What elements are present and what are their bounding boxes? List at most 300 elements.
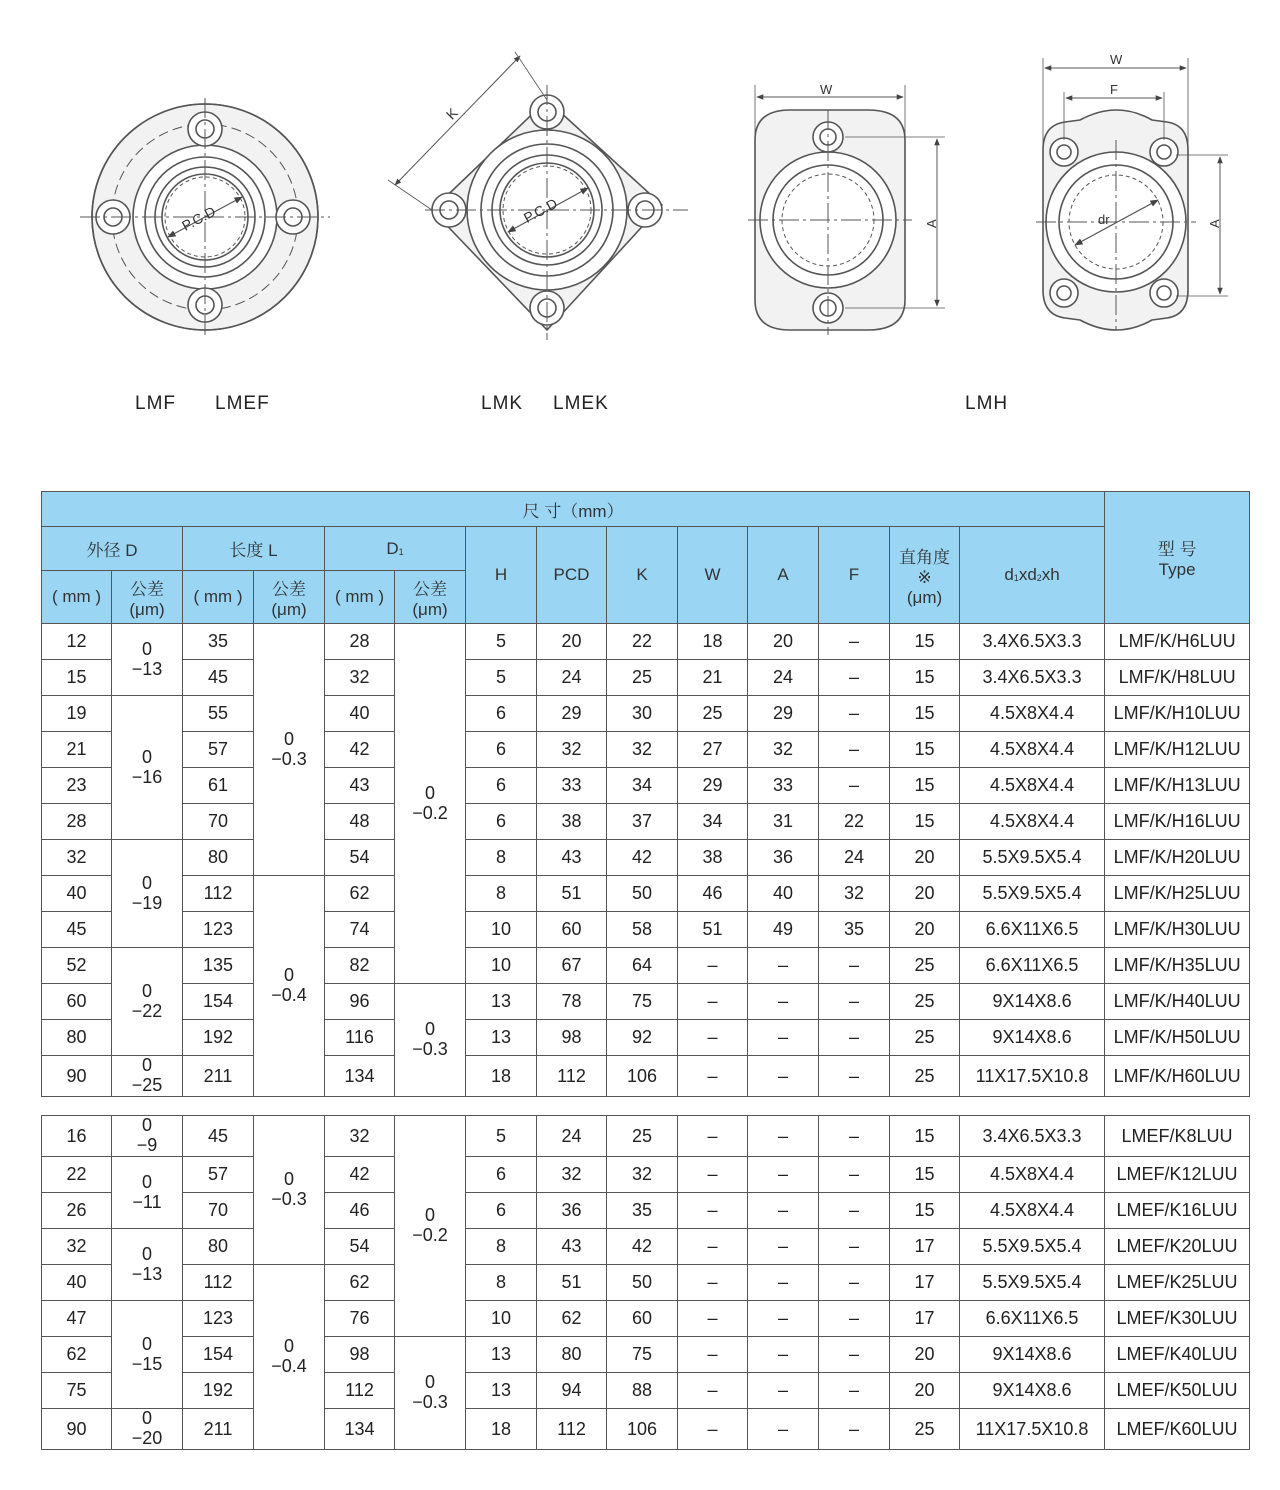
outer-d-cell: 60 <box>42 984 112 1020</box>
holes-sub1: 1 <box>1013 573 1019 583</box>
tolerance-value <box>271 1337 307 1375</box>
holes-cell: 4.5X8X4.4 <box>960 1193 1105 1229</box>
tolerance-d-cell <box>112 1116 183 1157</box>
lmk-k-label: K <box>442 104 461 123</box>
a-cell: – <box>748 1373 819 1409</box>
header-perp-mark: ※ <box>917 567 932 587</box>
tolerance-lower: −16 <box>131 766 163 787</box>
f-cell: – <box>819 1020 890 1056</box>
tolerance-lower: −9 <box>136 1135 158 1155</box>
tolerance-d-cell <box>112 1157 183 1229</box>
holes-cell: 6.6X11X6.5 <box>960 948 1105 984</box>
lmh-w-label: W <box>820 82 833 97</box>
a-cell: – <box>748 1193 819 1229</box>
type-cell: LMF/K/H8LUU <box>1105 660 1250 696</box>
header-perpendicularity <box>890 527 960 624</box>
h-cell: 5 <box>466 1116 537 1157</box>
tol-label: 公差 <box>272 579 306 599</box>
tolerance-d-cell <box>112 624 183 696</box>
tolerance-lower: −0.4 <box>271 1356 307 1376</box>
header-outer-d: 外径 D <box>42 527 183 571</box>
header-k: K <box>607 527 678 624</box>
k-cell: 25 <box>607 660 678 696</box>
tolerance-lower: −25 <box>131 1075 163 1095</box>
tolerance-value <box>137 1116 158 1154</box>
tolerance-value <box>132 874 163 912</box>
tolerance-value <box>132 640 163 678</box>
lmeh-drawing <box>1036 52 1228 330</box>
d1-cell: 42 <box>325 732 395 768</box>
outer-d-cell: 62 <box>42 1337 112 1373</box>
table-row <box>42 1056 1250 1097</box>
table-row <box>42 912 1250 948</box>
perpendicularity-cell: 15 <box>890 732 960 768</box>
header-l-mm: ( mm ) <box>183 571 254 624</box>
perpendicularity-cell: 25 <box>890 1020 960 1056</box>
h-cell: 18 <box>466 1056 537 1097</box>
d1-cell: 112 <box>325 1373 395 1409</box>
table-row <box>42 1157 1250 1193</box>
k-cell: 50 <box>607 1265 678 1301</box>
w-cell: – <box>678 1229 748 1265</box>
tolerance-upper: 0 <box>141 872 152 893</box>
header-h: H <box>466 527 537 624</box>
table-row <box>42 840 1250 876</box>
tolerance-value <box>412 784 448 822</box>
holes-sub2: 2 <box>1036 573 1042 583</box>
w-cell: 29 <box>678 768 748 804</box>
header-d1 <box>325 527 466 571</box>
d1-cell: 32 <box>325 660 395 696</box>
k-cell: 42 <box>607 1229 678 1265</box>
length-l-cell: 211 <box>183 1409 254 1450</box>
type-cell: LMF/K/H35LUU <box>1105 948 1250 984</box>
w-cell: 27 <box>678 732 748 768</box>
tolerance-upper: 0 <box>141 980 152 1001</box>
holes-cell: 3.4X6.5X3.3 <box>960 660 1105 696</box>
h-cell: 13 <box>466 1020 537 1056</box>
header-f: F <box>819 527 890 624</box>
outer-d-cell: 21 <box>42 732 112 768</box>
pcd-cell: 60 <box>537 912 607 948</box>
lmh-a-label: A <box>924 219 939 228</box>
a-cell: 31 <box>748 804 819 840</box>
perpendicularity-cell: 15 <box>890 1157 960 1193</box>
length-l-cell: 154 <box>183 984 254 1020</box>
holes-xd: xd <box>1018 565 1037 584</box>
header-d1-d: D <box>386 538 399 558</box>
length-l-cell: 45 <box>183 660 254 696</box>
holes-cell: 4.5X8X4.4 <box>960 1157 1105 1193</box>
tolerance-lower: −0.3 <box>412 1039 448 1059</box>
h-cell: 8 <box>466 840 537 876</box>
d1-cell: 28 <box>325 624 395 660</box>
tolerance-l-cell <box>254 876 325 1097</box>
f-cell: – <box>819 768 890 804</box>
h-cell: 5 <box>466 624 537 660</box>
header-a: A <box>748 527 819 624</box>
tolerance-d-cell <box>112 840 183 948</box>
pcd-cell: 112 <box>537 1409 607 1450</box>
length-l-cell: 61 <box>183 768 254 804</box>
f-cell: – <box>819 732 890 768</box>
tolerance-l-cell <box>254 1265 325 1450</box>
table-row <box>42 876 1250 912</box>
tolerance-upper: 0 <box>141 1115 152 1135</box>
w-cell: – <box>678 1301 748 1337</box>
outer-d-cell: 80 <box>42 1020 112 1056</box>
type-cell: LMEF/K12LUU <box>1105 1157 1250 1193</box>
f-cell: 24 <box>819 840 890 876</box>
tol-unit: (μm) <box>412 599 448 619</box>
tolerance-upper: 0 <box>141 1408 152 1428</box>
length-l-cell: 192 <box>183 1373 254 1409</box>
length-l-cell: 112 <box>183 876 254 912</box>
length-l-cell: 123 <box>183 912 254 948</box>
k-cell: 25 <box>607 1116 678 1157</box>
header-type-en: Type <box>1158 560 1196 579</box>
d1-cell: 32 <box>325 1116 395 1157</box>
f-cell: – <box>819 1193 890 1229</box>
holes-cell: 9X14X8.6 <box>960 984 1105 1020</box>
holes-cell: 4.5X8X4.4 <box>960 768 1105 804</box>
pcd-cell: 98 <box>537 1020 607 1056</box>
tol-label: 公差 <box>130 579 164 599</box>
tolerance-upper: 0 <box>424 782 435 803</box>
outer-d-cell: 23 <box>42 768 112 804</box>
header-type-cn: 型 号 <box>1157 540 1197 559</box>
tolerance-upper: 0 <box>141 1333 152 1354</box>
table-row <box>42 948 1250 984</box>
perpendicularity-cell: 15 <box>890 1116 960 1157</box>
tolerance-upper: 0 <box>424 1205 435 1225</box>
h-cell: 6 <box>466 696 537 732</box>
w-cell: – <box>678 1373 748 1409</box>
d1-cell: 96 <box>325 984 395 1020</box>
tolerance-value <box>271 966 307 1004</box>
f-cell: 22 <box>819 804 890 840</box>
caption-lmf: LMF <box>135 393 176 414</box>
header-perp-cn: 直角度 <box>899 547 950 567</box>
h-cell: 8 <box>466 1229 537 1265</box>
h-cell: 8 <box>466 1265 537 1301</box>
pcd-cell: 32 <box>537 1157 607 1193</box>
length-l-cell: 57 <box>183 732 254 768</box>
w-cell: 51 <box>678 912 748 948</box>
tolerance-upper: 0 <box>141 1171 152 1192</box>
h-cell: 13 <box>466 1337 537 1373</box>
perpendicularity-cell: 25 <box>890 1056 960 1097</box>
a-cell: – <box>748 1337 819 1373</box>
length-l-cell: 123 <box>183 1301 254 1337</box>
pcd-cell: 24 <box>537 660 607 696</box>
tolerance-d1-cell <box>395 1337 466 1450</box>
table-row <box>42 1409 1250 1450</box>
a-cell: – <box>748 1301 819 1337</box>
h-cell: 5 <box>466 660 537 696</box>
d1-cell: 76 <box>325 1301 395 1337</box>
k-cell: 88 <box>607 1373 678 1409</box>
f-cell: – <box>819 1301 890 1337</box>
lmk-pcd-label: P.C.D <box>520 195 560 226</box>
w-cell: 34 <box>678 804 748 840</box>
tolerance-lower: −0.3 <box>271 1189 307 1209</box>
pcd-cell: 33 <box>537 768 607 804</box>
outer-d-cell: 32 <box>42 1229 112 1265</box>
pcd-cell: 24 <box>537 1116 607 1157</box>
type-cell: LMF/K/H40LUU <box>1105 984 1250 1020</box>
a-cell: – <box>748 948 819 984</box>
header-dimensions: 尺 寸（mm） <box>42 492 1105 527</box>
k-cell: 22 <box>607 624 678 660</box>
pcd-cell: 36 <box>537 1193 607 1229</box>
caption-lmh: LMH <box>965 393 1009 414</box>
tolerance-d-cell <box>112 1301 183 1409</box>
d1-cell: 116 <box>325 1020 395 1056</box>
perpendicularity-cell: 15 <box>890 1193 960 1229</box>
tolerance-value <box>412 1020 448 1058</box>
perpendicularity-cell: 15 <box>890 696 960 732</box>
header-type <box>1105 492 1250 624</box>
holes-xh: xh <box>1041 565 1060 584</box>
f-cell: – <box>819 1056 890 1097</box>
holes-cell: 9X14X8.6 <box>960 1337 1105 1373</box>
a-cell: – <box>748 1409 819 1450</box>
k-cell: 35 <box>607 1193 678 1229</box>
tolerance-upper: 0 <box>141 1243 152 1264</box>
f-cell: – <box>819 1157 890 1193</box>
tolerance-lower: −0.3 <box>412 1392 448 1412</box>
a-cell: – <box>748 1020 819 1056</box>
type-cell: LMF/K/H50LUU <box>1105 1020 1250 1056</box>
k-cell: 75 <box>607 1337 678 1373</box>
a-cell: – <box>748 984 819 1020</box>
w-cell: 21 <box>678 660 748 696</box>
header-pcd: PCD <box>537 527 607 624</box>
d1-cell: 62 <box>325 876 395 912</box>
tolerance-upper: 0 <box>283 965 294 985</box>
w-cell: – <box>678 1409 748 1450</box>
perpendicularity-cell: 15 <box>890 624 960 660</box>
holes-cell: 11X17.5X10.8 <box>960 1056 1105 1097</box>
type-cell: LMF/K/H13LUU <box>1105 768 1250 804</box>
tolerance-upper: 0 <box>283 1336 294 1356</box>
k-cell: 64 <box>607 948 678 984</box>
a-cell: 24 <box>748 660 819 696</box>
tolerance-value <box>271 730 307 768</box>
outer-d-cell: 28 <box>42 804 112 840</box>
header-d1-mm: ( mm ) <box>325 571 395 624</box>
perpendicularity-cell: 20 <box>890 1337 960 1373</box>
pcd-cell: 51 <box>537 876 607 912</box>
pcd-cell: 67 <box>537 948 607 984</box>
table-row <box>42 1193 1250 1229</box>
d1-cell: 54 <box>325 840 395 876</box>
f-cell: – <box>819 1337 890 1373</box>
tolerance-upper: 0 <box>141 746 152 767</box>
perpendicularity-cell: 25 <box>890 1409 960 1450</box>
holes-cell: 6.6X11X6.5 <box>960 1301 1105 1337</box>
type-cell: LMEF/K30LUU <box>1105 1301 1250 1337</box>
length-l-cell: 192 <box>183 1020 254 1056</box>
holes-d: d <box>1004 565 1014 584</box>
pcd-cell: 20 <box>537 624 607 660</box>
h-cell: 13 <box>466 1373 537 1409</box>
table-row <box>42 768 1250 804</box>
k-cell: 92 <box>607 1020 678 1056</box>
d1-cell: 74 <box>325 912 395 948</box>
type-cell: LMF/K/H12LUU <box>1105 732 1250 768</box>
tol-unit: (μm) <box>271 599 307 619</box>
tolerance-upper: 0 <box>141 1055 152 1075</box>
tolerance-lower: −20 <box>131 1428 163 1448</box>
pcd-cell: 51 <box>537 1265 607 1301</box>
length-l-cell: 80 <box>183 1229 254 1265</box>
tolerance-upper: 0 <box>424 1372 435 1392</box>
header-d-mm: ( mm ) <box>42 571 112 624</box>
d1-cell: 62 <box>325 1265 395 1301</box>
f-cell: – <box>819 1265 890 1301</box>
d1-cell: 98 <box>325 1337 395 1373</box>
type-cell: LMEF/K20LUU <box>1105 1229 1250 1265</box>
pcd-cell: 94 <box>537 1373 607 1409</box>
outer-d-cell: 52 <box>42 948 112 984</box>
d1-cell: 134 <box>325 1409 395 1450</box>
type-cell: LMF/K/H16LUU <box>1105 804 1250 840</box>
f-cell: – <box>819 696 890 732</box>
length-l-cell: 70 <box>183 1193 254 1229</box>
perpendicularity-cell: 25 <box>890 948 960 984</box>
spec-table-lmf <box>41 491 1250 1097</box>
f-cell: – <box>819 948 890 984</box>
lmeh-w-label: W <box>1110 52 1123 67</box>
f-cell: 35 <box>819 912 890 948</box>
pcd-cell: 80 <box>537 1337 607 1373</box>
outer-d-cell: 40 <box>42 1265 112 1301</box>
holes-cell: 5.5X9.5X5.4 <box>960 1229 1105 1265</box>
tolerance-value <box>132 1409 163 1447</box>
pcd-cell: 112 <box>537 1056 607 1097</box>
k-cell: 32 <box>607 1157 678 1193</box>
k-cell: 50 <box>607 876 678 912</box>
perpendicularity-cell: 15 <box>890 804 960 840</box>
tolerance-lower: −0.3 <box>271 748 307 769</box>
perpendicularity-cell: 20 <box>890 876 960 912</box>
a-cell: 29 <box>748 696 819 732</box>
tolerance-value <box>132 1173 161 1211</box>
header-perp-unit: (μm) <box>906 587 943 607</box>
tolerance-lower: −13 <box>131 1263 163 1284</box>
outer-d-cell: 75 <box>42 1373 112 1409</box>
bearing-drawings <box>0 0 1280 440</box>
outer-d-cell: 22 <box>42 1157 112 1193</box>
outer-d-cell: 15 <box>42 660 112 696</box>
type-cell: LMF/K/H10LUU <box>1105 696 1250 732</box>
type-cell: LMF/K/H60LUU <box>1105 1056 1250 1097</box>
lmf-pcd-label: P.C.D <box>179 202 219 234</box>
holes-cell: 6.6X11X6.5 <box>960 912 1105 948</box>
table-row <box>42 804 1250 840</box>
k-cell: 58 <box>607 912 678 948</box>
holes-cell: 5.5X9.5X5.4 <box>960 876 1105 912</box>
tolerance-value <box>132 1335 163 1373</box>
k-cell: 42 <box>607 840 678 876</box>
a-cell: 40 <box>748 876 819 912</box>
type-cell: LMF/K/H6LUU <box>1105 624 1250 660</box>
tolerance-d1-cell <box>395 984 466 1097</box>
perpendicularity-cell: 20 <box>890 840 960 876</box>
tolerance-lower: −13 <box>131 658 163 679</box>
holes-cell: 9X14X8.6 <box>960 1373 1105 1409</box>
f-cell: – <box>819 1116 890 1157</box>
length-l-cell: 80 <box>183 840 254 876</box>
tolerance-upper: 0 <box>141 638 152 659</box>
d1-cell: 40 <box>325 696 395 732</box>
perpendicularity-cell: 17 <box>890 1301 960 1337</box>
tolerance-d-cell <box>112 1409 183 1450</box>
w-cell: – <box>678 1337 748 1373</box>
header-holes <box>960 527 1105 624</box>
tolerance-d1-cell <box>395 1116 466 1337</box>
length-l-cell: 135 <box>183 948 254 984</box>
type-cell: LMEF/K50LUU <box>1105 1373 1250 1409</box>
d1-cell: 48 <box>325 804 395 840</box>
outer-d-cell: 19 <box>42 696 112 732</box>
tolerance-d-cell <box>112 1056 183 1097</box>
perpendicularity-cell: 15 <box>890 768 960 804</box>
a-cell: 36 <box>748 840 819 876</box>
type-cell: LMEF/K25LUU <box>1105 1265 1250 1301</box>
pcd-cell: 62 <box>537 1301 607 1337</box>
k-cell: 34 <box>607 768 678 804</box>
perpendicularity-cell: 17 <box>890 1265 960 1301</box>
h-cell: 13 <box>466 984 537 1020</box>
tolerance-value <box>132 982 163 1020</box>
outer-d-cell: 45 <box>42 912 112 948</box>
length-l-cell: 70 <box>183 804 254 840</box>
k-cell: 106 <box>607 1409 678 1450</box>
type-cell: LMEF/K40LUU <box>1105 1337 1250 1373</box>
header-d1-sub: 1 <box>398 546 404 557</box>
perpendicularity-cell: 17 <box>890 1229 960 1265</box>
perpendicularity-cell: 25 <box>890 984 960 1020</box>
k-cell: 30 <box>607 696 678 732</box>
holes-cell: 4.5X8X4.4 <box>960 696 1105 732</box>
h-cell: 6 <box>466 804 537 840</box>
a-cell: – <box>748 1229 819 1265</box>
table-row <box>42 984 1250 1020</box>
holes-cell: 4.5X8X4.4 <box>960 804 1105 840</box>
f-cell: – <box>819 660 890 696</box>
w-cell: – <box>678 1056 748 1097</box>
table-row <box>42 1020 1250 1056</box>
table-row <box>42 1301 1250 1337</box>
a-cell: 20 <box>748 624 819 660</box>
k-cell: 32 <box>607 732 678 768</box>
caption-lmef: LMEF <box>215 393 270 414</box>
holes-cell: 11X17.5X10.8 <box>960 1409 1105 1450</box>
h-cell: 6 <box>466 732 537 768</box>
length-l-cell: 211 <box>183 1056 254 1097</box>
holes-cell: 3.4X6.5X3.3 <box>960 1116 1105 1157</box>
length-l-cell: 112 <box>183 1265 254 1301</box>
tolerance-lower: −0.4 <box>271 985 307 1005</box>
k-cell: 37 <box>607 804 678 840</box>
length-l-cell: 45 <box>183 1116 254 1157</box>
table-row <box>42 696 1250 732</box>
type-cell: LMEF/K16LUU <box>1105 1193 1250 1229</box>
w-cell: – <box>678 1193 748 1229</box>
